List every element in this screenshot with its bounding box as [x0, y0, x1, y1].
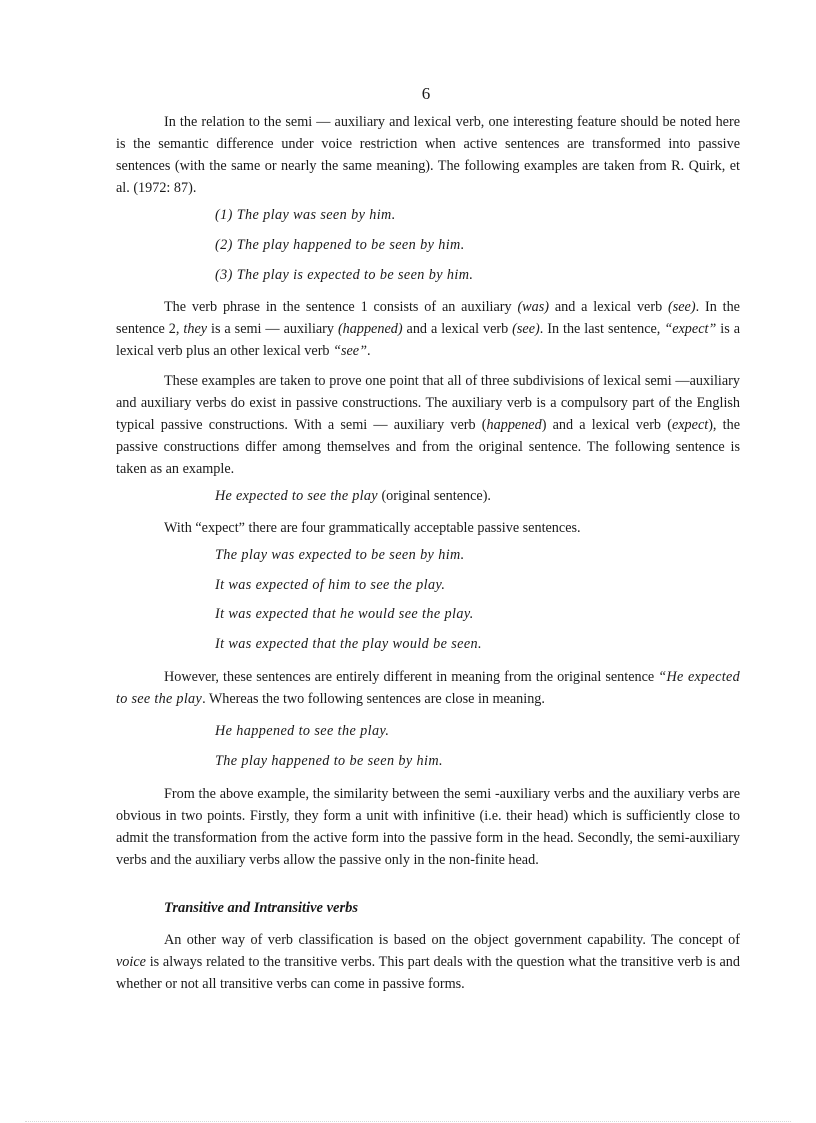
passive-example-1: The play was expected to be seen by him.	[215, 547, 465, 563]
example-original-sentence: He expected to see the play (original sentence).	[215, 488, 491, 504]
example-sentence-2: (2) The play happened to be seen by him.	[215, 237, 465, 253]
paragraph-four-passives: With “expect” there are four grammatically acceptable passive sentences.	[164, 520, 581, 536]
page-number: 6	[421, 84, 431, 103]
paragraph-verb-phrase-analysis: The verb phrase in the sentence 1 consists of an auxiliary (was) and a lexical verb (see). In the sentence 2, they is a semi — auxiliary (happened) and a lexical verb (see). In the last sentence, “expect” is a lexical verb plus an other lexical verb “see”.	[116, 299, 741, 360]
close-meaning-example-1: He happened to see the play.	[215, 723, 390, 739]
paragraph-semi-auxiliary-intro: In the relation to the semi — auxiliary and lexical verb, one interesting feature should be noted here is the semantic difference under voice restriction when active sentences are transformed into passive sentences (with the same or nearly the same meaning). The following examples are taken from R. Quirk, et al. (1972: 87).	[116, 114, 740, 197]
example-sentence-3: (3) The play is expected to be seen by him.	[215, 267, 474, 283]
paragraph-different-meaning: However, these sentences are entirely different in meaning from the original sentence “He expected to see the play. Whereas the two following sentences are close in meaning.	[116, 669, 740, 708]
close-meaning-example-2: The play happened to be seen by him.	[215, 753, 443, 769]
passive-example-3: It was expected that he would see the play.	[215, 606, 474, 622]
section-heading-transitive: Transitive and Intransitive verbs	[164, 900, 359, 916]
example-sentence-1: (1) The play was seen by him.	[215, 207, 396, 223]
paragraph-similarity: From the above example, the similarity between the semi -auxiliary verbs and the auxiliary verbs are obvious in two points. Firstly, they form a unit with infinitive (i.e. their head) which is sufficiently close to admit the transformation from the active form into the passive form in the head. Secondly, the semi-auxiliary verbs and the auxiliary verbs allow the passive only in the non-finite head.	[116, 786, 740, 869]
passive-example-4: It was expected that the play would be seen.	[215, 636, 482, 652]
paragraph-subdivisions: These examples are taken to prove one point that all of three subdivisions of lexical semi —auxiliary and auxiliary verbs do exist in passive constructions. The auxiliary verb is a compulsory part of the English typical passive constructions. With a semi — auxiliary verb (happened) and a lexical verb (expect), the passive constructions differ among themselves and from the original sentence. The following sentence is taken as an example.	[116, 373, 740, 478]
passive-example-2: It was expected of him to see the play.	[215, 577, 446, 593]
page-bottom-divider	[25, 1121, 791, 1122]
paragraph-verb-classification: An other way of verb classification is based on the object government capability. The concept of voice is always related to the transitive verbs. This part deals with the question what the transitive verb is and whether or not all transitive verbs can come in passive forms.	[116, 932, 740, 993]
